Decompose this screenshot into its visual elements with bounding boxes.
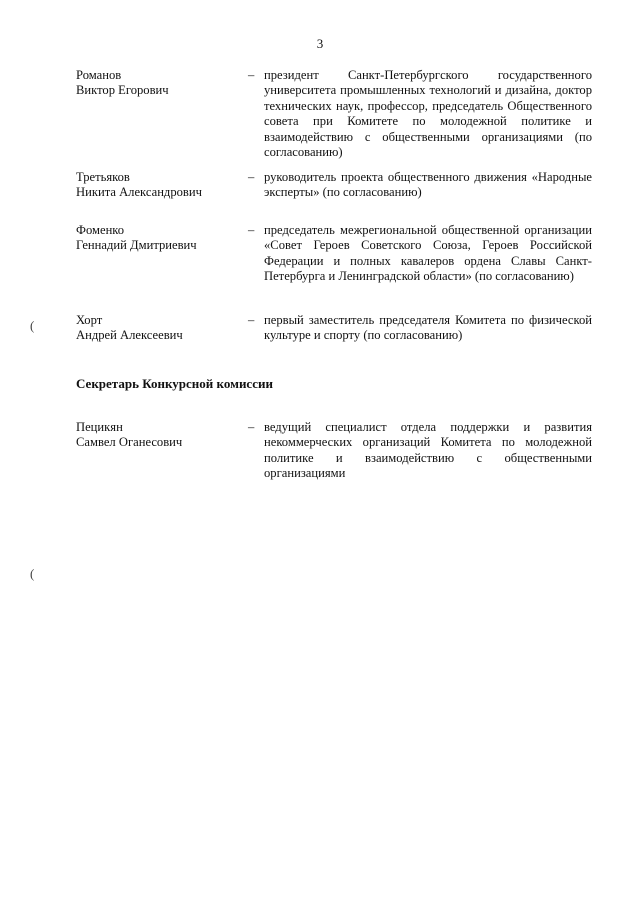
- dash-separator: –: [248, 68, 255, 82]
- dash-separator: –: [248, 170, 255, 184]
- section-title-secretary: Секретарь Конкурсной комиссии: [76, 376, 273, 391]
- member-name: [76, 223, 246, 254]
- dash-separator: –: [248, 223, 255, 237]
- member-given-names: Андрей Алексеевич: [76, 328, 183, 343]
- member-name: [76, 313, 246, 344]
- member-role: председатель межрегиональной общественной организации «Совет Героев Советского Союза, Героев Российской Федерации и полных кавалеров ордена Славы Санкт-Петербурга и Ленинградской области» (по согласованию): [264, 223, 592, 284]
- member-surname: Хорт: [76, 313, 103, 327]
- secretary-given-names: Самвел Оганесович: [76, 435, 183, 450]
- member-surname: Фоменко: [76, 223, 125, 237]
- margin-mark: (: [30, 566, 35, 581]
- member-name: [76, 170, 246, 201]
- member-name: [76, 68, 246, 99]
- secretary-surname: Пецикян: [76, 420, 123, 434]
- dash-separator: –: [248, 420, 255, 434]
- member-role: первый заместитель председателя Комитета по физической культуре и спорту (по согласованию): [264, 313, 592, 343]
- dash-separator: –: [248, 313, 255, 327]
- secretary-name: [76, 420, 246, 451]
- page-number: 3: [316, 36, 324, 51]
- member-role: президент Санкт-Петербургского государственного университета промышленных технологий и дизайна, доктор технических наук, профессор, председатель Общественного совета при Комитете по молодежной политике и взаимодействию с общественными организациями (по согласованию): [264, 68, 592, 160]
- member-given-names: Виктор Егорович: [76, 83, 169, 98]
- member-given-names: Никита Александрович: [76, 185, 202, 200]
- member-surname: Третьяков: [76, 170, 130, 184]
- margin-mark: (: [30, 318, 35, 333]
- member-surname: Романов: [76, 68, 122, 82]
- secretary-role: ведущий специалист отдела поддержки и развития некоммерческих организаций Комитета по молодежной политике и взаимодействию с общественными организациями: [264, 420, 592, 481]
- member-given-names: Геннадий Дмитриевич: [76, 238, 197, 253]
- member-role: руководитель проекта общественного движения «Народные эксперты» (по согласованию): [264, 170, 592, 200]
